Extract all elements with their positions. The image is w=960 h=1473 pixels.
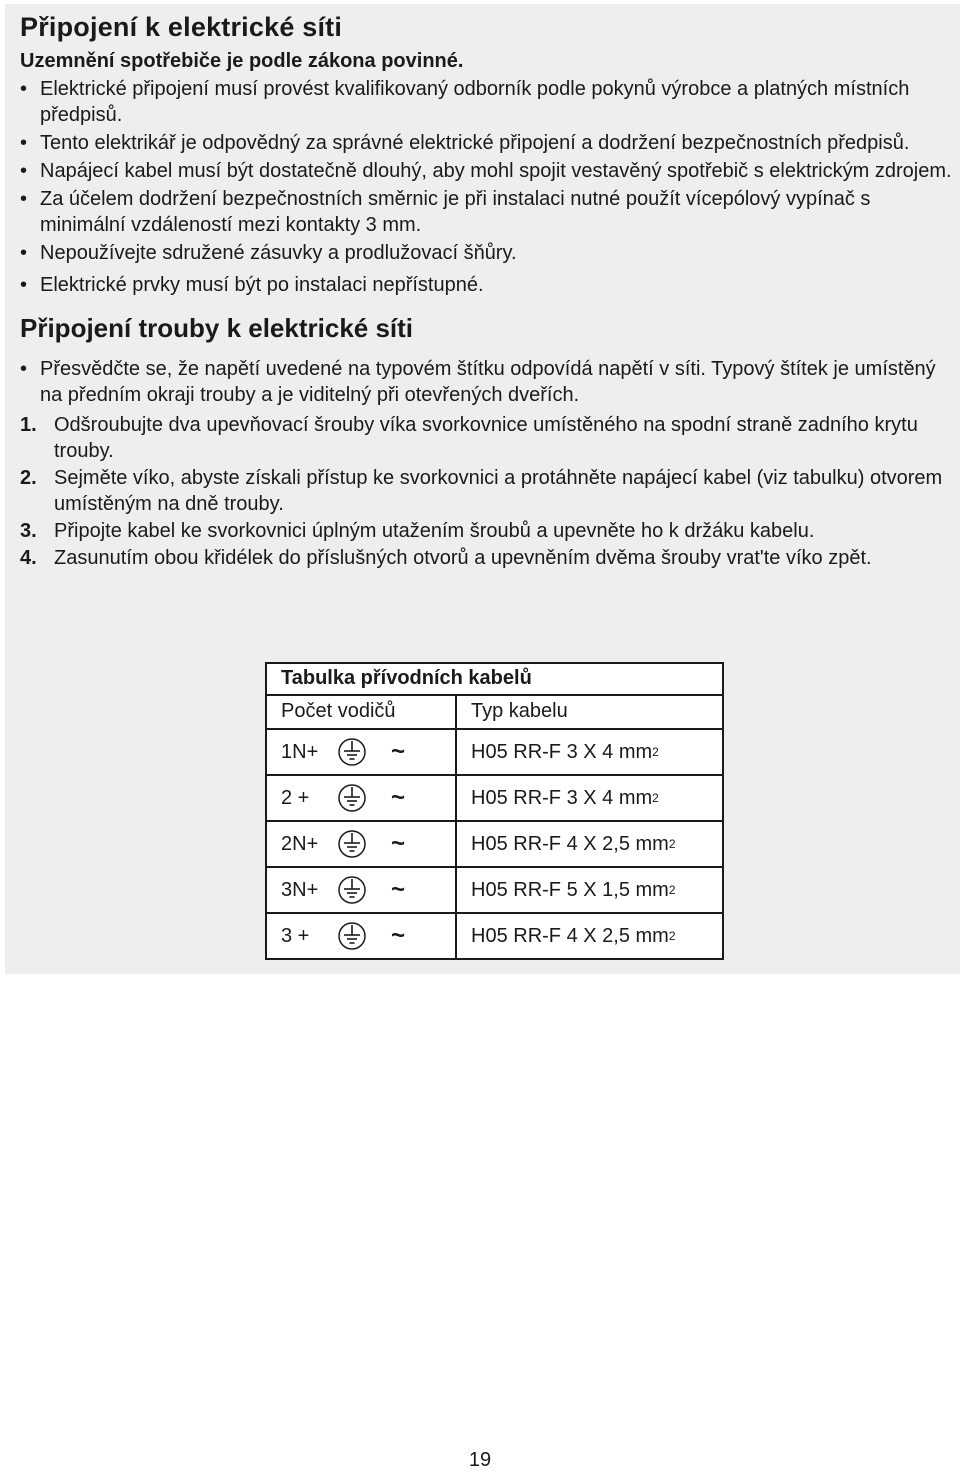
conductors-cell xyxy=(267,776,457,820)
cable-type-label: H05 RR-F 3 X 4 mm xyxy=(471,786,653,809)
cable-type-cell xyxy=(457,730,722,774)
cable-unit-exponent: 2 xyxy=(668,929,676,943)
cable-type-cell xyxy=(457,868,722,912)
section-subtitle: Uzemnění spotřebiče je podle zákona povinné. xyxy=(20,50,464,72)
content-panel xyxy=(5,4,960,974)
earth-ground-icon xyxy=(337,783,367,813)
cable-type-cell xyxy=(457,822,722,866)
conductors-cell xyxy=(267,822,457,866)
conductors-cell xyxy=(267,868,457,912)
step-text: Připojte kabel ke svorkovnici úplným utažením šroubů a upevněte ho k držáku kabelu. xyxy=(54,520,815,542)
cable-unit-exponent: 2 xyxy=(668,837,676,851)
conductors-label: 3 + xyxy=(281,924,310,947)
earth-ground-icon xyxy=(337,921,367,951)
ac-symbol: ~ xyxy=(391,784,406,811)
section-oven-connection xyxy=(20,312,955,571)
ac-symbol: ~ xyxy=(391,922,406,949)
list-item: • Elektrické připojení musí provést kvalifikovaný odborník podle pokynů výrobce a platných místních předpisů. xyxy=(20,76,955,128)
list-item: • Elektrické prvky musí být po instalaci nepřístupné. xyxy=(20,272,955,298)
list-item: • Tento elektrikář je odpovědný za správné elektrické připojení a dodržení bezpečnostních předpisů. xyxy=(20,130,955,156)
conductors-label: 1N+ xyxy=(281,740,319,763)
section-title: Připojení k elektrické síti xyxy=(20,12,343,42)
table-body xyxy=(267,730,722,958)
list-item: • Napájecí kabel musí být dostatečně dlouhý, aby mohl spojit vestavěný spotřebič s elektrickým zdrojem. xyxy=(20,158,955,184)
table-header xyxy=(267,696,722,730)
step-text: Sejměte víko, abyste získali přístup ke svorkovnici a protáhněte napájecí kabel (viz tabulku) otvorem umístěným na dně trouby. xyxy=(54,467,943,515)
step-item xyxy=(20,545,955,571)
list-item: • Nepoužívejte sdružené zásuvky a prodlužovací šňůry. xyxy=(20,240,955,266)
earth-ground-icon xyxy=(337,737,367,767)
content xyxy=(20,10,955,572)
cable-unit-exponent: 2 xyxy=(652,745,659,759)
conductors-label: 3N+ xyxy=(281,878,319,901)
conductors-cell xyxy=(267,914,457,958)
page-number: 19 xyxy=(468,1449,492,1471)
cable-unit-exponent: 2 xyxy=(668,883,676,897)
table-row xyxy=(267,822,722,868)
step-item xyxy=(20,465,955,517)
steps-list xyxy=(20,412,955,571)
bullet-list xyxy=(20,76,955,298)
ac-symbol: ~ xyxy=(391,876,406,903)
section-electrical-connection xyxy=(20,10,955,298)
cable-type-label: H05 RR-F 5 X 1,5 mm xyxy=(471,878,669,901)
table-row xyxy=(267,914,722,958)
conductors-cell xyxy=(267,730,457,774)
section-title: Připojení trouby k elektrické síti xyxy=(20,313,414,343)
cable-type-cell xyxy=(457,914,722,958)
step-item xyxy=(20,412,955,464)
column-header-conductors: Počet vodičů xyxy=(267,696,457,728)
ac-symbol: ~ xyxy=(391,738,406,765)
step-item xyxy=(20,518,955,544)
conductors-label: 2 + xyxy=(281,786,310,809)
step-number: 1. xyxy=(20,414,37,436)
step-number: 4. xyxy=(20,547,37,569)
table-title: Tabulka přívodních kabelů xyxy=(267,664,722,696)
step-number: 3. xyxy=(20,520,37,542)
earth-ground-icon xyxy=(337,875,367,905)
column-header-cable-type: Typ kabelu xyxy=(471,700,568,722)
step-text: Zasunutím obou křidélek do příslušných otvorů a upevněním dvěma šrouby vrat'te víko zpět. xyxy=(54,547,872,569)
ac-symbol: ~ xyxy=(391,830,406,857)
conductors-label: 2N+ xyxy=(281,832,319,855)
cable-table xyxy=(265,662,724,960)
earth-ground-icon xyxy=(337,829,367,859)
table-row xyxy=(267,868,722,914)
list-item: • Za účelem dodržení bezpečnostních směrnic je při instalaci nutné použít vícepólový vypínač s minimální vzdáleností mezi kontakty 3 mm. xyxy=(20,186,955,238)
list-item: • Přesvědčte se, že napětí uvedené na typovém štítku odpovídá napětí v síti. Typový štítek je umístěný na předním okraji trouby a je viditelný při otevřených dveřích. xyxy=(20,356,955,408)
cable-type-label: H05 RR-F 4 X 2,5 mm xyxy=(471,924,669,947)
bullet-list xyxy=(20,356,955,408)
step-text: Odšroubujte dva upevňovací šrouby víka svorkovnice umístěného na spodní straně zadního krytu trouby. xyxy=(54,414,918,462)
cable-unit-exponent: 2 xyxy=(652,791,659,805)
table-row xyxy=(267,730,722,776)
cable-type-label: H05 RR-F 3 X 4 mm xyxy=(471,740,653,763)
cable-type-label: H05 RR-F 4 X 2,5 mm xyxy=(471,832,669,855)
cable-type-cell xyxy=(457,776,722,820)
step-number: 2. xyxy=(20,467,37,489)
table-row xyxy=(267,776,722,822)
